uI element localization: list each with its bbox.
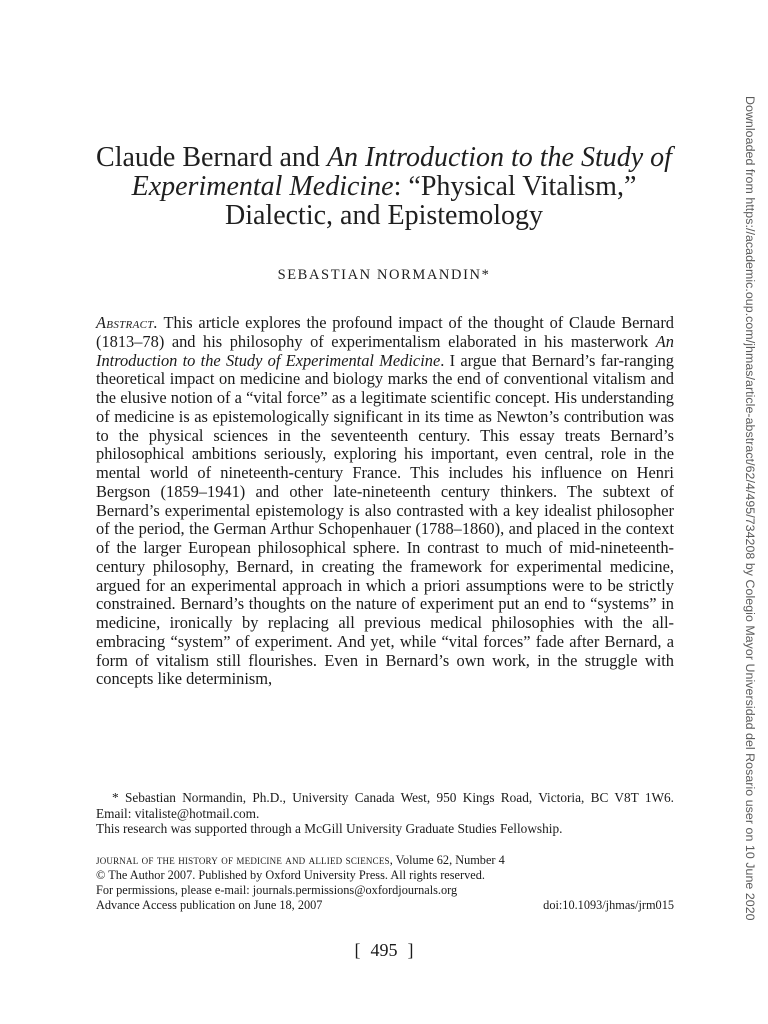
journal-volume: , Volume 62, Number 4 <box>389 853 505 867</box>
journal-copyright: © The Author 2007. Published by Oxford University Press. All rights reserved. <box>96 868 485 882</box>
abstract-label: Abstract. <box>96 313 159 332</box>
article-title <box>96 143 672 230</box>
journal-name: journal of the history of medicine and allied sciences <box>96 853 390 867</box>
journal-citation <box>96 853 674 868</box>
download-watermark: Downloaded from https://academic.oup.com/jhmas/article-abstract/62/4/495/734208 by Colegio Mayor Universidad del Rosario user on 10 June 2020 <box>743 96 757 921</box>
abstract-text-2: . I argue that Bernard’s far-ranging theoretical impact on medicine and biology marks the end of conventional vitalism and the elusive notion of a “vital force” as a legitimate scientific concept. His understanding of medicine is as epistemologically significant in its time as Newton’s contribution was to the physical sciences in the seventeenth century. This essay treats Bernard’s philosophical ambitions seriously, exploring his important, even central, role in the mental world of nineteenth-century France. This includes his influence on Henri Bergson (1859–1941) and other late-nineteenth century thinkers. The subtext of Bernard’s experimental epistemology is also contrasted with a key idealist philosopher of the period, the German Arthur Schopenhauer (1788–1860), and placed in the context of the larger European philosophical sphere. In contrast to much of mid-nineteenth-century philosophy, Bernard, in creating the framework for experimental medicine, argued for an experimental approach in which a priori assumptions were to be strictly constrained. Bernard’s thoughts on the nature of experiment put an end to “systems” in medicine, ironically by replacing all previous medical philosophies with the all-embracing “system” of experiment. And yet, while “vital forces” fade after Bernard, a form of vitalism still flourishes. Even in Bernard’s own work, in the struggle with concepts like determinism, <box>96 350 675 689</box>
page-number-value: 495 <box>370 940 398 960</box>
author-text: SEBASTIAN NORMANDIN <box>277 267 482 283</box>
title-italic-book: An Introduction to the Study of Experimental Medicine <box>131 142 672 202</box>
author-footnote-mark: * <box>481 267 491 283</box>
journal-permissions: For permissions, please e-mail: journals.permissions@oxfordjournals.org <box>96 883 458 897</box>
journal-doi: doi:10.1093/jhmas/jrm015 <box>543 898 674 912</box>
author-name <box>96 267 672 284</box>
page-bracket-close: ] <box>407 940 414 960</box>
author-footnote <box>96 790 674 837</box>
title-part2: : “Physical Vitalism,” Dialectic, and Epistemology <box>224 171 637 231</box>
journal-advance-row <box>96 898 674 913</box>
abstract-italic-book: An Introduction to the Study of Experimental Medicine <box>96 331 674 370</box>
journal-advance: Advance Access publication on June 18, 2007 <box>96 898 323 912</box>
footnote-funding: This research was supported through a McGill University Graduate Studies Fellowship. <box>96 821 563 836</box>
abstract-text-1: This article explores the profound impact of the thought of Claude Bernard (1813–78) and his philosophy of experimentalism elaborated in his masterwork <box>96 313 674 351</box>
page-number <box>0 940 768 961</box>
abstract-paragraph <box>96 314 674 689</box>
title-part1: Claude Bernard and <box>96 142 327 173</box>
page-bracket-open: [ <box>354 940 361 960</box>
footnote-affiliation: * Sebastian Normandin, Ph.D., University Canada West, 950 Kings Road, Victoria, BC V8T 1W6. Email: vitaliste@hotmail.com. <box>96 790 674 821</box>
journal-info <box>96 853 674 913</box>
